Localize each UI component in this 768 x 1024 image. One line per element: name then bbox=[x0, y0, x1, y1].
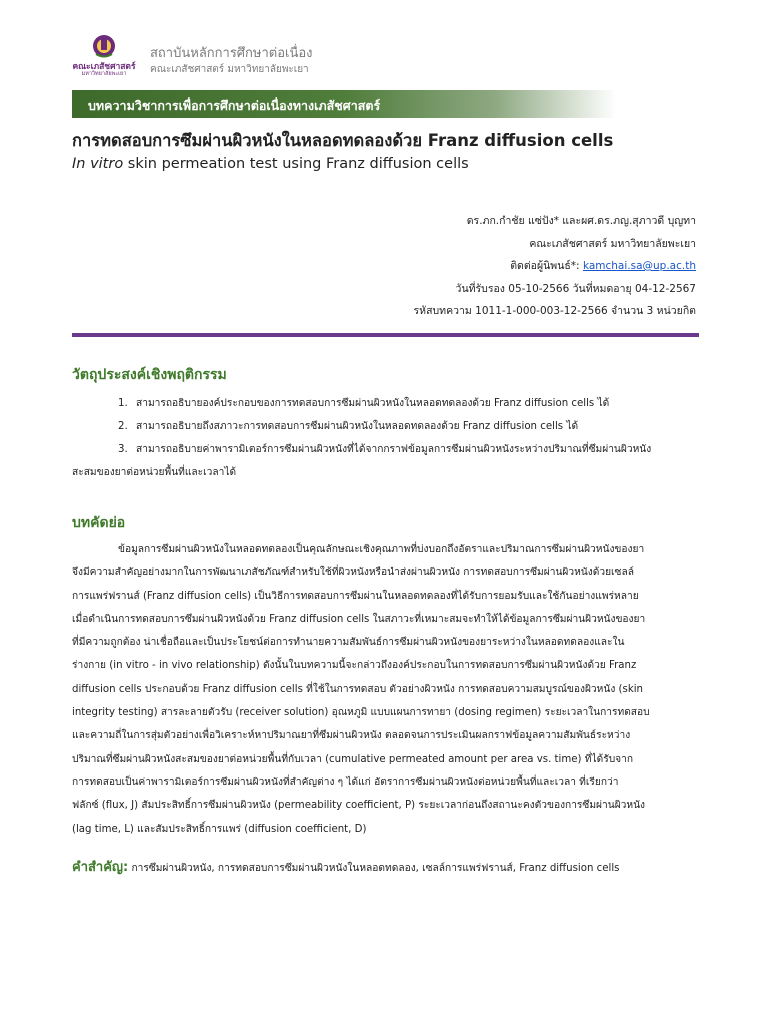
objective-text: สามารถอธิบายองค์ประกอบของการทดสอบการซึมผ่านผิวหนังในหลอดทดลองด้วย Franz diffusion cells ได้ bbox=[136, 398, 610, 409]
abstract-line: integrity testing) สารละลายตัวรับ (receiver solution) อุณหภูมิ แบบแผนการทายา (dosing regimen) ระยะเวลาในการทดสอบ bbox=[72, 707, 650, 719]
title-thai: การทดสอบการซึมผ่านผิวหนังในหลอดทดลองด้วย Franz diffusion cells bbox=[72, 131, 614, 150]
abstract-line: (lag time, L) และสัมประสิทธิ์การแพร่ (diffusion coefficient, D) bbox=[72, 823, 367, 835]
abstract-line: ฟลักซ์ (flux, J) สัมประสิทธิ์การซึมผ่านผิวหนัง (permeability coefficient, P) ระยะเวลาก่อนถึงสถานะคงตัวของการซึมผ่านผิวหนัง bbox=[72, 800, 646, 812]
logo-subtext: มหาวิทยาลัยพะเยา bbox=[81, 71, 127, 77]
author-block bbox=[414, 210, 696, 323]
author-names: ดร.ภก.กำชัย แซ่ปัง* และผศ.ดร.ภญ.สุภาวดี บุญทา bbox=[466, 215, 696, 227]
title-english bbox=[72, 156, 469, 172]
objective-number: 2. bbox=[118, 421, 128, 432]
abstract-line: จึงมีความสำคัญอย่างมากในการพัฒนาเภสัชภัณฑ์สำหรับใช้ที่ผิวหนังหรือนำส่งผ่านผิวหนัง การทดสอบการซึมผ่านผิวหนังด้วยเซลล์ bbox=[72, 567, 634, 579]
faculty-logo bbox=[72, 32, 136, 80]
institute-subtitle: คณะเภสัชศาสตร์ มหาวิทยาลัยพะเยา bbox=[150, 64, 309, 75]
abstract-body bbox=[72, 538, 699, 841]
objective-number: 3. bbox=[118, 444, 128, 455]
objective-text: สามารถอธิบายถึงสภาวะการทดสอบการซึมผ่านผิวหนังในหลอดทดลองด้วย Franz diffusion cells ได้ bbox=[136, 421, 579, 432]
keywords-text: การซึมผ่านผิวหนัง, การทดสอบการซึมผ่านผิวหนังในหลอดทดลอง, เซลล์การแพร่ฟรานส์, Franz diffusion cells bbox=[128, 863, 620, 874]
keywords bbox=[72, 856, 620, 877]
title-english-rest: skin permeation test using Franz diffusion cells bbox=[123, 156, 469, 172]
faculty-emblem-icon bbox=[72, 32, 136, 60]
objective-item bbox=[118, 438, 698, 461]
objectives-heading: วัตถุประสงค์เชิงพฤติกรรม bbox=[72, 367, 227, 383]
abstract-line: ปริมาณที่ซึมผ่านผิวหนังสะสมของยาต่อหน่วยพื้นที่กับเวลา (cumulative permeated amount per area vs. time) ที่ได้รับจาก bbox=[72, 753, 634, 765]
abstract-line: เมื่อดำเนินการทดสอบการซึมผ่านผิวหนังด้วย Franz diffusion cells ในสภาวะที่เหมาะสมจะทำให้ได้ข้อมูลการซึมผ่านผิวหนังของยา bbox=[72, 613, 646, 625]
logo-text: คณะเภสัชศาสตร์ bbox=[72, 62, 136, 72]
abstract-line: การแพร่ฟรานส์ (Franz diffusion cells) เป็นวิธีการทดสอบการซึมผ่านในหลอดทดลองที่ได้รับการยอมรับและใช้กันอย่างแพร่หลาย bbox=[72, 590, 639, 602]
abstract-line: การทดสอบเป็นค่าพารามิเตอร์การซึมผ่านผิวหนังที่สำคัญต่าง ๆ ได้แก่ อัตราการซึมผ่านผิวหนังต่อหน่วยพื้นที่และเวลา ที่เรียกว่า bbox=[72, 776, 619, 788]
article-banner bbox=[72, 90, 616, 118]
abstract-line: และความถี่ในการสุ่มตัวอย่างเพื่อวิเคราะห์หาปริมาณยาที่ซึมผ่านผิวหนัง ตลอดจนการประเมินผลกราฟข้อมูลความสัมพันธ์ระหว่าง bbox=[72, 730, 631, 742]
objective-item bbox=[118, 415, 698, 438]
abstract-line: ร่างกาย (in vitro - in vivo relationship) ดังนั้นในบทความนี้จะกล่าวถึงองค์ประกอบในการทดสอบการซึมผ่านผิวหนังด้วย Franz bbox=[72, 660, 637, 672]
objectives-list bbox=[72, 392, 698, 484]
abstract-line: ที่มีความถูกต้อง น่าเชื่อถือและเป็นประโยชน์ต่อการทำนายความสัมพันธ์การซึมผ่านผิวหนังของยาระหว่างในหลอดทดลองและใน bbox=[72, 637, 625, 649]
author-affiliation: คณะเภสัชศาสตร์ มหาวิทยาลัยพะเยา bbox=[529, 237, 696, 250]
abstract-line: ข้อมูลการซึมผ่านผิวหนังในหลอดทดลองเป็นคุณลักษณะเชิงคุณภาพที่บ่งบอกถึงอัตราและปริมาณการซึมผ่านผิวหนังของยา bbox=[118, 544, 645, 555]
keywords-label: คำสำคัญ: bbox=[72, 860, 129, 875]
author-contact bbox=[414, 255, 696, 278]
objective-item bbox=[118, 392, 698, 415]
banner-text: บทความวิชาการเพื่อการศึกษาต่อเนื่องทางเภสัชศาสตร์ bbox=[88, 98, 381, 113]
institute-name: สถาบันหลักการศึกษาต่อเนื่อง bbox=[150, 46, 313, 61]
article-code: รหัสบทความ 1011-1-000-003-12-2566 จำนวน 3 หน่วยกิต bbox=[413, 305, 696, 317]
abstract-line: diffusion cells ประกอบด้วย Franz diffusion cells ที่ใช้ในการทดสอบ ตัวอย่างผิวหนัง การทดสอบความสมบูรณ์ของผิวหนัง (skin bbox=[72, 683, 644, 695]
objective-text: สามารถอธิบายค่าพารามิเตอร์การซึมผ่านผิวหนังที่ได้จากกราฟข้อมูลการซึมผ่านผิวหนังระหว่างปริมาณที่ซึมผ่านผิวหนัง bbox=[136, 444, 652, 455]
contact-label: ติดต่อผู้นิพนธ์*: bbox=[510, 260, 583, 272]
article-dates: วันที่รับรอง 05-10-2566 วันที่หมดอายุ 04-12-2567 bbox=[455, 282, 696, 295]
page-header bbox=[72, 32, 712, 82]
section-divider bbox=[72, 333, 699, 337]
title-italic: In vitro bbox=[72, 156, 124, 172]
objective-number: 1. bbox=[118, 398, 128, 409]
contact-email-link[interactable]: kamchai.sa@up.ac.th bbox=[582, 260, 696, 272]
objective-text-continued: สะสมของยาต่อหน่วยพื้นที่และเวลาได้ bbox=[72, 467, 237, 478]
abstract-heading: บทคัดย่อ bbox=[72, 515, 126, 531]
